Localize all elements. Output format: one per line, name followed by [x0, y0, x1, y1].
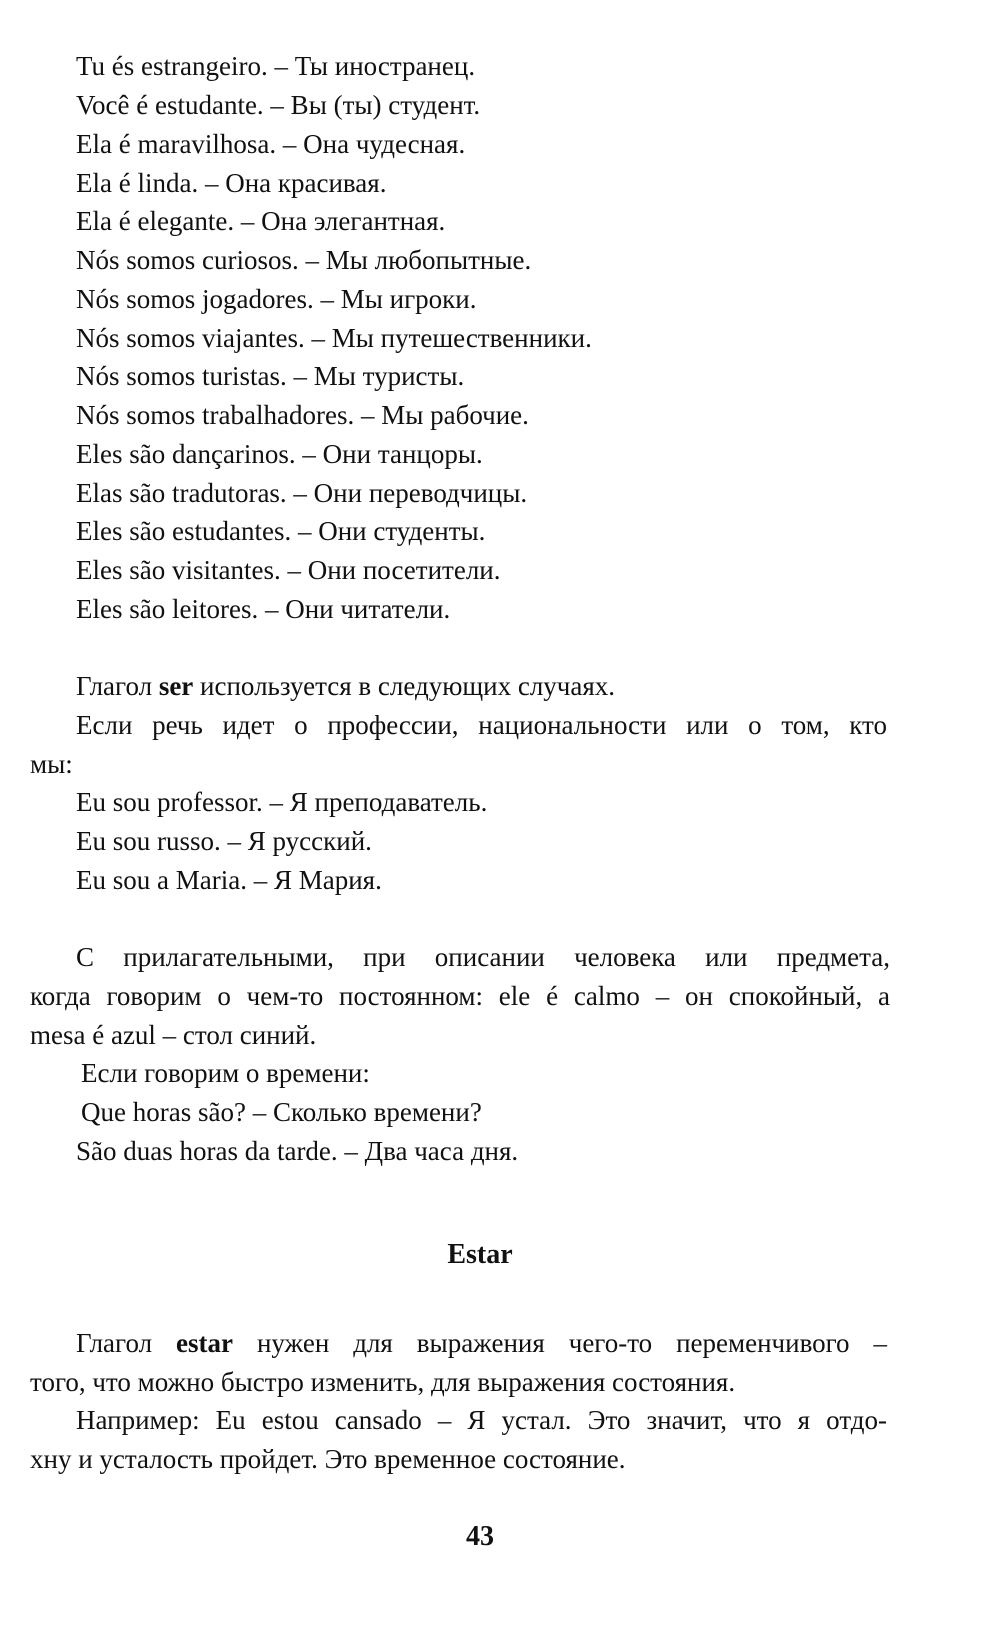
example-line: Eles são dançarinos. – Они танцоры.	[76, 439, 483, 469]
case3-example: Que horas são? – Сколько времени?	[81, 1097, 482, 1127]
estar-verb: estar	[176, 1328, 233, 1358]
ser-intro-before: Глагол	[76, 671, 159, 701]
example-line: Eles são visitantes. – Они посетители.	[76, 555, 501, 585]
estar-heading: Estar	[447, 1239, 513, 1270]
estar-p2-line: Например: Eu estou cansado – Я устал. Это значит, что я отдо-	[76, 1405, 887, 1435]
ser-intro-after: используется в следующих случаях.	[193, 671, 616, 701]
example-line: Nós somos trabalhadores. – Мы рабочие.	[76, 400, 529, 430]
ser-verb: ser	[158, 671, 194, 701]
case2-line: когда говорим о чем-то постоянном: ele é calmo – он спокойный, а	[30, 981, 890, 1011]
example-line: Ela é linda. – Она красивая.	[76, 168, 387, 198]
example-line: Tu és estrangeiro. – Ты иностранец.	[76, 51, 476, 81]
example-line: Ela é maravilhosa. – Она чудесная.	[76, 129, 466, 159]
estar-p1-before: Глагол	[76, 1328, 177, 1358]
case1-example: Eu sou a Maria. – Я Мария.	[76, 865, 382, 895]
case2-line: С прилагательными, при описании человека или предмета,	[76, 942, 890, 972]
estar-p1-line: того, что можно быстро изменить, для выражения состояния.	[30, 1367, 736, 1397]
example-line: Eles são leitores. – Они читатели.	[76, 594, 451, 624]
case1-line: Если речь идет о профессии, национальности или о том, кто	[76, 710, 887, 740]
example-line: Ela é elegante. – Она элегантная.	[76, 206, 446, 236]
example-line: Nós somos viajantes. – Мы путешественники.	[76, 323, 592, 353]
estar-p2-line: хну и усталость пройдет. Это временное состояние.	[30, 1444, 626, 1474]
estar-p1-line	[76, 1327, 887, 1359]
example-line: Nós somos jogadores. – Мы игроки.	[76, 284, 477, 314]
example-line: Eles são estudantes. – Они студенты.	[76, 516, 486, 546]
example-line: Você é estudante. – Вы (ты) студент.	[76, 90, 481, 120]
case1-example: Eu sou professor. – Я преподаватель.	[76, 787, 488, 817]
case1-example: Eu sou russo. – Я русский.	[76, 826, 372, 856]
example-line: Elas são tradutoras. – Они переводчицы.	[76, 478, 528, 508]
example-line: Nós somos curiosos. – Мы любопытные.	[76, 245, 532, 275]
case3-example: São duas horas da tarde. – Два часа дня.	[76, 1136, 519, 1166]
example-line: Nós somos turistas. – Мы туристы.	[76, 361, 465, 391]
ser-intro	[76, 670, 615, 702]
estar-p1-after: нужен для выражения чего-то переменчивого –	[232, 1328, 887, 1358]
page-number: 43	[466, 1521, 494, 1552]
case2-line: mesa é azul – стол синий.	[30, 1020, 317, 1050]
case3-intro: Если говорим о времени:	[81, 1058, 370, 1088]
case1-line: мы:	[30, 749, 73, 779]
